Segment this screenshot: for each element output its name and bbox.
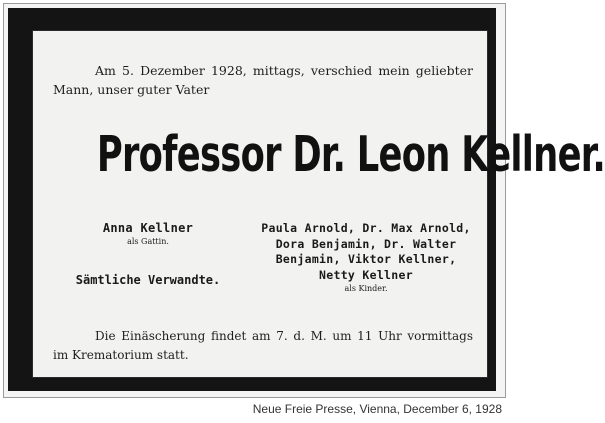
children-names: Paula Arnold, Dr. Max Arnold, Dora Benjamin, Dr. Walter Benjamin, Viktor Kellner, Netty Kellner — [261, 221, 471, 282]
widow-role: als Gattin. — [127, 237, 169, 246]
widow-name: Anna Kellner — [102, 221, 194, 235]
widow-block — [73, 221, 223, 248]
notice-body — [32, 30, 605, 378]
cremation-notice: Die Einäscherung findet am 7. d. M. um 11 Uhr vormittags im Krematorium statt. — [53, 329, 473, 362]
death-notice — [8, 8, 605, 391]
children-block — [255, 221, 477, 295]
notice-intro: Am 5. Dezember 1928, mittags, verschied mein geliebter Mann, unser guter Vater — [53, 63, 473, 97]
children-role: als Kinder. — [344, 284, 388, 293]
relatives-line: Sämtliche Verwandte. — [75, 273, 221, 287]
source-caption: Neue Freie Presse, Vienna, December 6, 1928 — [252, 402, 502, 416]
deceased-name: Professor Dr. Leon Kellner. — [96, 126, 605, 183]
